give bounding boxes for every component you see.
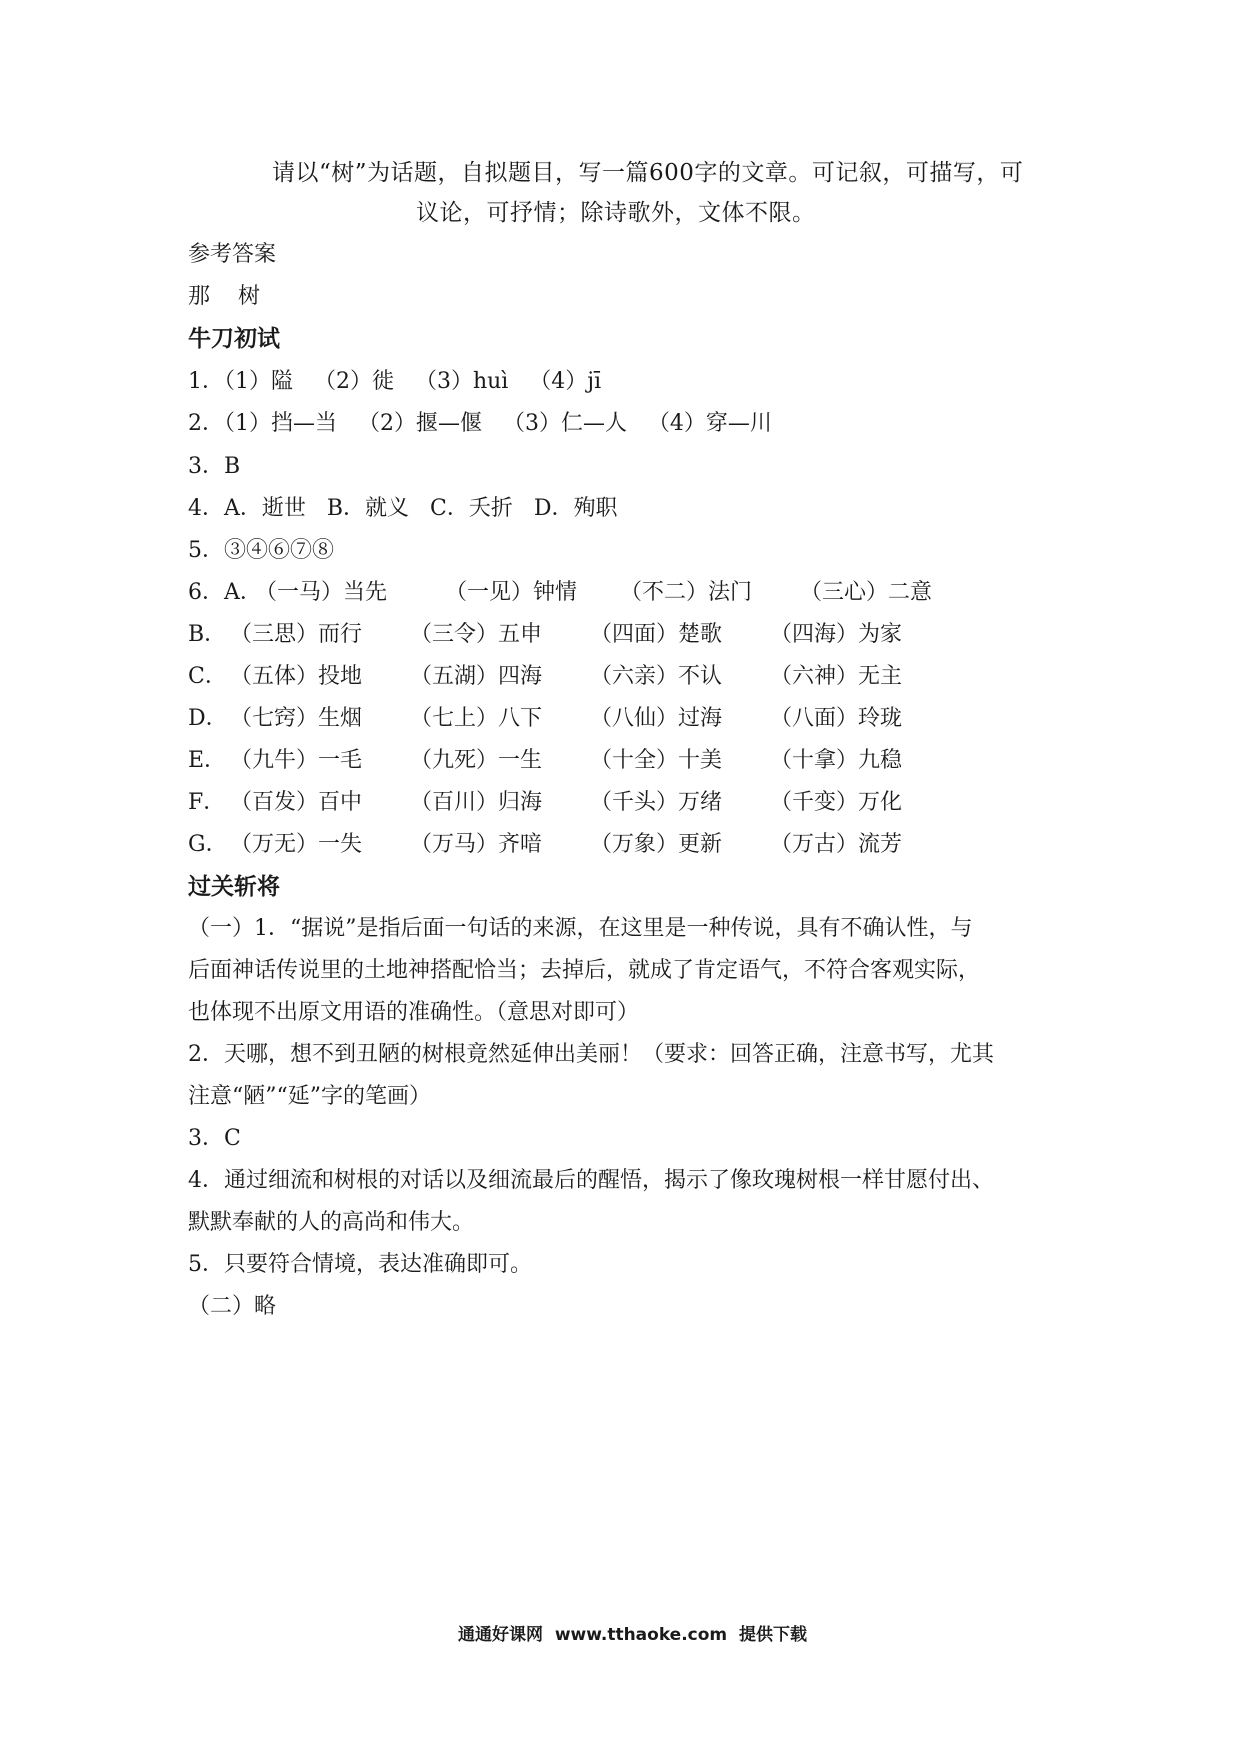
section-heading-2: 过关斩将 <box>188 873 280 900</box>
idiom-row-label: C． <box>188 664 227 689</box>
idiom-item: （千变）万化 <box>770 790 903 815</box>
answer-paragraph-1-line-1: （一）1．“据说”是指后面一句话的来源，在这里是一种传说，具有不确认性，与 <box>188 916 973 941</box>
idiom-row-label: E． <box>188 748 227 773</box>
section-heading-1: 牛刀初试 <box>188 325 280 352</box>
idiom-item: （六神）无主 <box>770 664 903 689</box>
idiom-row-label: 6．A． <box>188 580 262 605</box>
reference-label: 参考答案 <box>188 242 277 267</box>
idiom-item: （九死）一生 <box>410 748 543 773</box>
idiom-item: （万马）齐喑 <box>410 832 543 857</box>
answer-q2: 2．（1）挡—当 （2）揠—偃 （3）仁—人 （4）穿—川 <box>188 411 772 436</box>
idiom-item: （不二）法门 <box>620 580 753 605</box>
idiom-item: （九牛）一毛 <box>230 748 363 773</box>
idiom-item: （三心）二意 <box>800 580 933 605</box>
answer-q1: 1．（1）隘 （2）徙 （3）huì （4）jī <box>188 369 602 394</box>
answer-paragraph-6: （二）略 <box>188 1294 277 1319</box>
idiom-item: （十全）十美 <box>590 748 723 773</box>
idiom-item: （五湖）四海 <box>410 664 543 689</box>
answer-q3: 3．B <box>188 454 241 479</box>
answer-paragraph-1-line-2: 后面神话传说里的土地神搭配恰当；去掉后，就成了肯定语气，不符合客观实际， <box>188 958 981 983</box>
answer-paragraph-2-line-1: 2．天哪，想不到丑陋的树根竟然延伸出美丽！（要求：回答正确，注意书写，尤其 <box>188 1042 994 1067</box>
idiom-item: （万象）更新 <box>590 832 723 857</box>
page-footer: 通通好课网 www.tthaoke.com 提供下载 <box>458 1625 807 1645</box>
answer-paragraph-2-line-2: 注意“陋”“延”字的笔画） <box>188 1084 431 1109</box>
idiom-item: （千头）万绪 <box>590 790 723 815</box>
idiom-item: （四海）为家 <box>770 622 903 647</box>
idiom-item: （一马）当先 <box>255 580 388 605</box>
idiom-item: （六亲）不认 <box>590 664 723 689</box>
idiom-row-label: D． <box>188 706 228 731</box>
idiom-item: （八面）玲珑 <box>770 706 903 731</box>
idiom-row-label: F． <box>188 790 226 815</box>
idiom-item: （万古）流芳 <box>770 832 903 857</box>
idiom-row-label: B． <box>188 622 227 647</box>
idiom-item: （三令）五申 <box>410 622 543 647</box>
essay-title: 那 树 <box>188 284 260 309</box>
idiom-item: （五体）投地 <box>230 664 363 689</box>
idiom-item: （三思）而行 <box>230 622 363 647</box>
idiom-item: （十拿）九稳 <box>770 748 903 773</box>
answer-paragraph-1-line-3: 也体现不出原文用语的准确性。（意思对即可） <box>188 1000 640 1025</box>
idiom-item: （万无）一失 <box>230 832 363 857</box>
idiom-item: （百川）归海 <box>410 790 543 815</box>
idiom-item: （七窍）生烟 <box>230 706 363 731</box>
answer-paragraph-5: 5．只要符合情境，表达准确即可。 <box>188 1252 532 1277</box>
idiom-item: （七上）八下 <box>410 706 543 731</box>
idiom-item: （八仙）过海 <box>590 706 723 731</box>
answer-q4: 4．A．逝世 B．就义 C．夭折 D．殉职 <box>188 496 618 521</box>
answer-paragraph-4-line-2: 默默奉献的人的高尚和伟大。 <box>188 1210 475 1235</box>
answer-paragraph-4-line-1: 4．通过细流和树根的对话以及细流最后的醒悟，揭示了像玫瑰树根一样甘愿付出、 <box>188 1168 994 1193</box>
idiom-row-label: G． <box>188 832 228 857</box>
idiom-item: （四面）楚歌 <box>590 622 723 647</box>
idiom-item: （百发）百中 <box>230 790 363 815</box>
prompt-line-2: 议论，可抒情；除诗歌外，文体不限。 <box>416 200 816 226</box>
answer-paragraph-3: 3．C <box>188 1126 241 1151</box>
prompt-line-1: 请以“树”为话题，自拟题目，写一篇600字的文章。可记叙，可描写，可 <box>272 160 1024 186</box>
answer-q5: 5．③④⑥⑦⑧ <box>188 538 334 563</box>
idiom-item: （一见）钟情 <box>445 580 578 605</box>
